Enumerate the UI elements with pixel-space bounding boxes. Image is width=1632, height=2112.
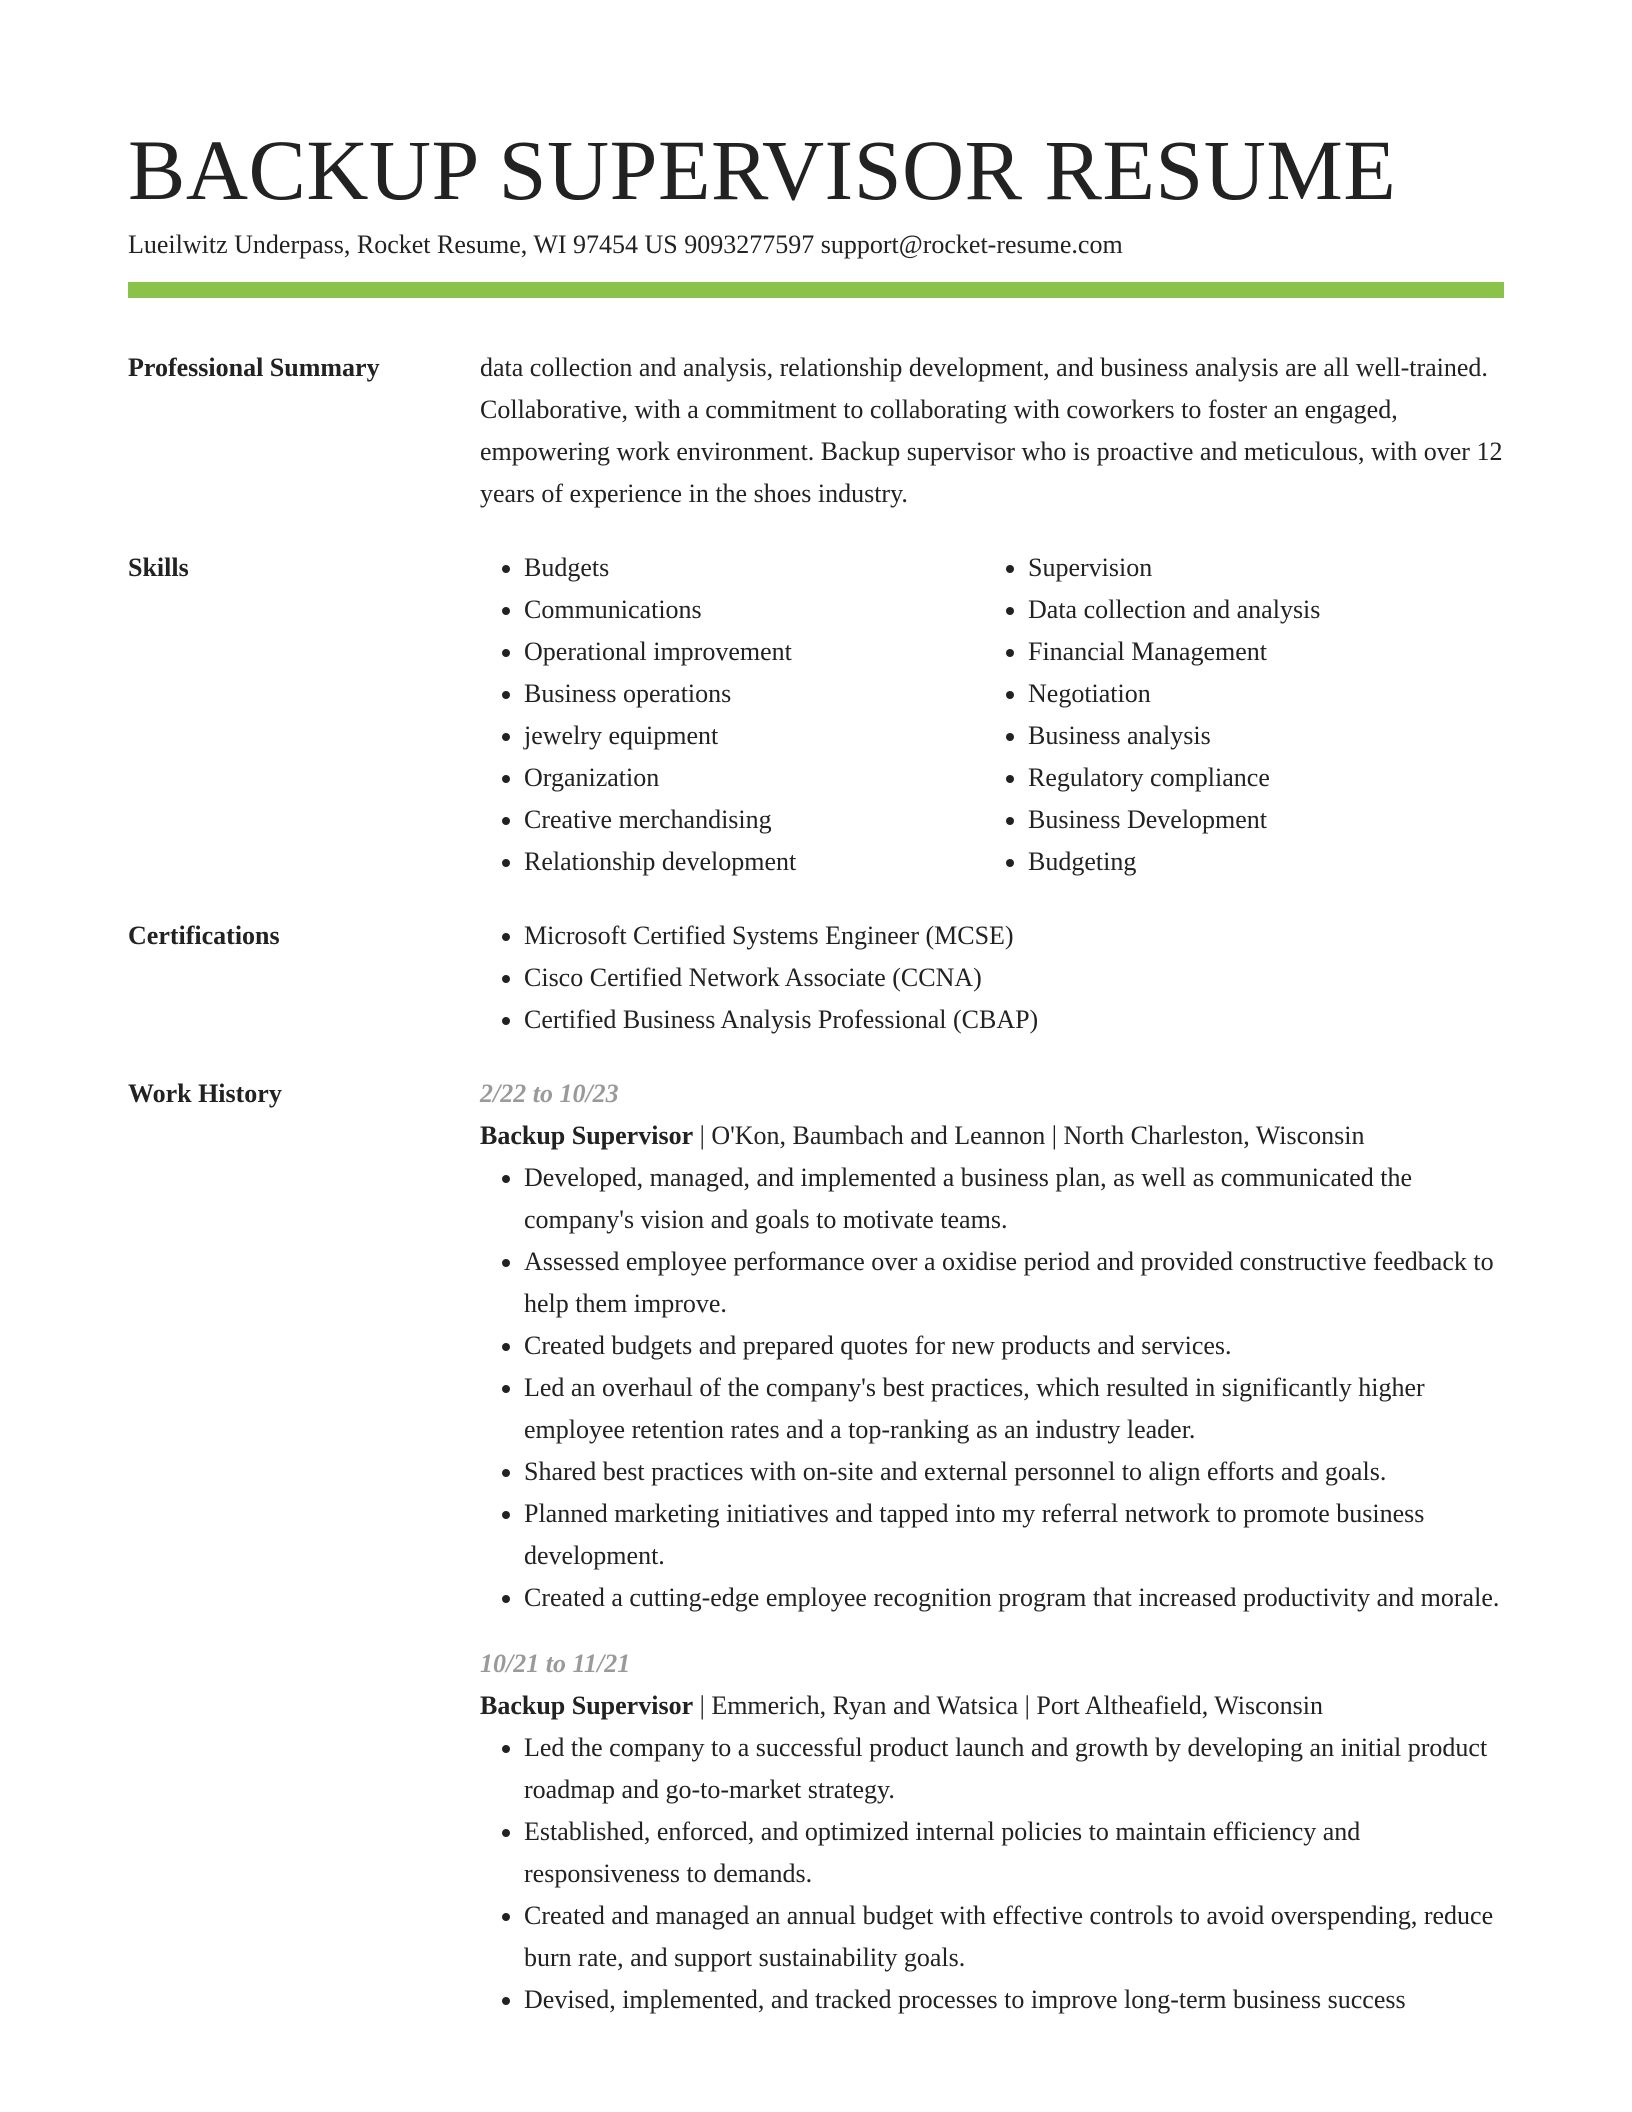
skills-list-left: [480, 547, 984, 883]
job-dates: 2/22 to 10/23: [480, 1079, 619, 1108]
job-bullet: • Led the company to a successful product launch and growth by developing an initial product roadmap and go-to-market strategy.: [524, 1727, 1504, 1811]
resume-title: BACKUP SUPERVISOR RESUME: [128, 122, 1397, 218]
skill-item: • Business analysis: [1028, 715, 1488, 757]
skill-item: • Operational improvement: [524, 631, 984, 673]
job-bullet: • Created a cutting-edge employee recognition program that increased productivity and morale.: [524, 1577, 1504, 1619]
certification-item: • Cisco Certified Network Associate (CCNA): [524, 957, 1504, 999]
job-bullet: • Assessed employee performance over a oxidise period and provided constructive feedback to help them improve.: [524, 1241, 1504, 1325]
certifications-list: [480, 915, 1504, 1041]
contact-line: Lueilwitz Underpass, Rocket Resume, WI 97454 US 9093277597 support@rocket-resume.com: [128, 230, 1123, 259]
skills-label: Skills: [128, 553, 189, 582]
job-heading: [480, 1115, 1504, 1157]
skill-item: • Regulatory compliance: [1028, 757, 1488, 799]
skill-item: • Data collection and analysis: [1028, 589, 1488, 631]
job-bullet: • Shared best practices with on-site and external personnel to align efforts and goals.: [524, 1451, 1504, 1493]
skills-section: [128, 547, 1504, 883]
job-bullet: • Planned marketing initiatives and tapped into my referral network to promote business development.: [524, 1493, 1504, 1577]
job-bullet: • Led an overhaul of the company's best practices, which resulted in significantly higher employee retention rates and a top-ranking as an industry leader.: [524, 1367, 1504, 1451]
job-bullet: • Created budgets and prepared quotes for new products and services.: [524, 1325, 1504, 1367]
job-heading: [480, 1685, 1504, 1727]
skill-item: • Supervision: [1028, 547, 1488, 589]
skill-item: • Business operations: [524, 673, 984, 715]
job-title: Backup Supervisor: [480, 1121, 694, 1150]
accent-divider: [128, 282, 1504, 298]
job-bullets: [480, 1727, 1504, 2021]
skill-item: • Business Development: [1028, 799, 1488, 841]
summary-section: [128, 347, 1504, 515]
skill-item: • Budgets: [524, 547, 984, 589]
certifications-section: [128, 915, 1504, 1041]
skill-item: • jewelry equipment: [524, 715, 984, 757]
skill-item: • Budgeting: [1028, 841, 1488, 883]
job-bullet: • Established, enforced, and optimized internal policies to maintain efficiency and responsiveness to demands.: [524, 1811, 1504, 1895]
summary-text: data collection and analysis, relationship development, and business analysis are all well-trained. Collaborative, with a commitment to collaborating with coworkers to foster an engaged, empowering work environment. Backup supervisor who is proactive and meticulous, with over 12 years of experience in the shoes industry.: [480, 353, 1503, 508]
skill-item: • Financial Management: [1028, 631, 1488, 673]
job-entry: [480, 1073, 1504, 1619]
summary-label: Professional Summary: [128, 353, 380, 382]
job-bullet: • Devised, implemented, and tracked processes to improve long-term business success: [524, 1979, 1504, 2021]
certification-item: • Certified Business Analysis Professional (CBAP): [524, 999, 1504, 1041]
job-bullets: [480, 1157, 1504, 1619]
certification-item: • Microsoft Certified Systems Engineer (MCSE): [524, 915, 1504, 957]
job-bullet: • Developed, managed, and implemented a business plan, as well as communicated the company's vision and goals to motivate teams.: [524, 1157, 1504, 1241]
job-dates: 10/21 to 11/21: [480, 1649, 631, 1678]
work-history-label: Work History: [128, 1079, 282, 1108]
skill-item: • Creative merchandising: [524, 799, 984, 841]
job-company-location: | O'Kon, Baumbach and Leannon | North Charleston, Wisconsin: [693, 1121, 1365, 1150]
skill-item: • Organization: [524, 757, 984, 799]
job-bullet: • Created and managed an annual budget with effective controls to avoid overspending, reduce burn rate, and support sustainability goals.: [524, 1895, 1504, 1979]
skills-list-right: [984, 547, 1488, 883]
certifications-label: Certifications: [128, 921, 280, 950]
job-company-location: | Emmerich, Ryan and Watsica | Port Altheafield, Wisconsin: [693, 1691, 1323, 1720]
job-title: Backup Supervisor: [480, 1691, 694, 1720]
job-entry: [480, 1643, 1504, 2021]
skill-item: • Negotiation: [1028, 673, 1488, 715]
skill-item: • Communications: [524, 589, 984, 631]
work-history-section: [128, 1073, 1504, 2045]
resume-page: [128, 0, 1504, 2045]
skill-item: • Relationship development: [524, 841, 984, 883]
